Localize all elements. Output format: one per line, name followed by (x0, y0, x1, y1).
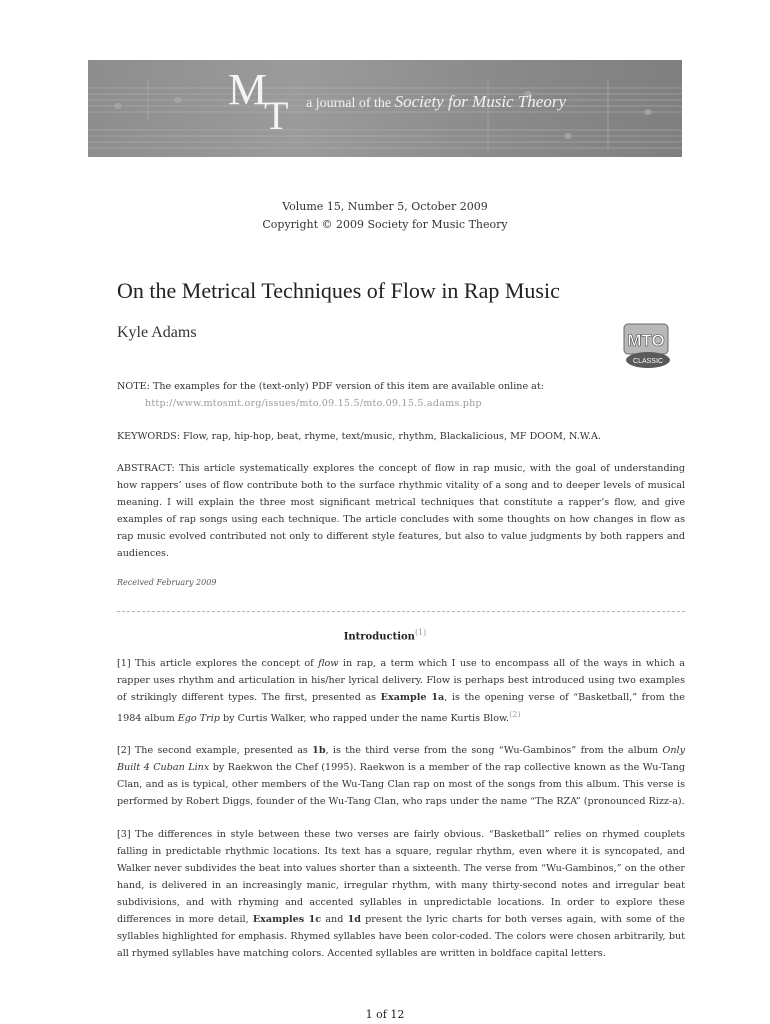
journal-society: Society for Music Theory (394, 92, 567, 111)
copyright-info: Copyright © 2009 Society for Music Theory (262, 218, 508, 231)
p2-album-title: Only Built 4 Cuban Linx (117, 745, 685, 773)
paragraph-3 (117, 826, 685, 962)
introduction-label: Introduction (343, 631, 415, 643)
example-1c-link[interactable]: Examples 1c (252, 914, 322, 925)
examples-link[interactable]: http://www.mtosmt.org/issues/mto.09.15.5/mto.09.15.5.adams.php (145, 398, 482, 409)
abstract: ABSTRACT: This article systematically explores the concept of flow in rap music, with the goal of understanding how rappers’ uses of flow contribute both to the surface rhythmic vitality of a song and to deeper levels of musical meaning. I will explain the three most significant metrical techniques that constitute a rapper’s flow, and give examples of rap songs using each technique. The article concludes with some thoughts on how changes in flow as rap music evolved contributed not only to different style features, but also to value judgments by both rappers and audiences. (117, 463, 685, 559)
journal-banner (88, 60, 682, 157)
p3-text-c: present the lyric charts for both verses again, with some of the syllables highlighted for emphasis. Rhymed syllables have been color-coded. The colors were chosen arbitrarily, but all rhymed syllables have matching colors. Accented syllables are written in boldface capital letters. (117, 914, 685, 959)
example-1d-link[interactable]: 1d (347, 914, 361, 925)
p1-text-d: by Curtis Walker, who rapped under the name Kurtis Blow. (219, 713, 510, 725)
paragraph-1 (117, 655, 685, 727)
badge-top-text: MTO (627, 331, 665, 350)
article-title: On the Metrical Techniques of Flow in Rap Music (117, 278, 560, 303)
note-text: NOTE: The examples for the (text-only) PDF version of this item are available online at: (117, 381, 544, 392)
keywords: KEYWORDS: Flow, rap, hip-hop, beat, rhyme, text/music, rhythm, Blackalicious, MF DOOM, N.W.A. (117, 431, 601, 442)
p2-text-c: by Raekwon the Chef (1995). Raekwon is a member of the rap collective known as the Wu-Tang Clan, and as is typical, other members of the Wu-Tang Clan rap on most of the songs from this album. This verse is performed by Robert Diggs, founder of the Wu-Tang Clan, who raps under the name “The RZA” (pronounced Rizz-a). (117, 762, 686, 807)
journal-tagline (306, 92, 566, 112)
footnote-link-2[interactable]: (2) (509, 710, 521, 719)
footnote-link-1[interactable]: (1) (414, 628, 427, 637)
logo-m: M (228, 65, 268, 114)
section-divider (117, 611, 685, 612)
p2-text-b: , is the third verse from the song “Wu-Gambinos” from the album (325, 745, 663, 756)
introduction-heading (0, 628, 770, 642)
example-1a-link[interactable]: Example 1a (380, 692, 445, 703)
volume-info: Volume 15, Number 5, October 2009 (282, 200, 488, 213)
badge-bottom-text: CLASSIC (633, 358, 663, 365)
example-1b-link[interactable]: 1b (312, 745, 326, 756)
p2-text-a: [2] The second example, presented as (117, 745, 313, 756)
p1-flow-term: flow (318, 658, 339, 669)
page-number: 1 of 12 (365, 1008, 405, 1021)
p1-text-c: , is the opening verse of “Basketball,” from the 1984 album (117, 692, 685, 725)
paragraph-2 (117, 742, 685, 810)
p1-album-title: Ego Trip (177, 713, 220, 725)
mto-classic-badge (622, 322, 672, 370)
mto-logo (228, 65, 298, 148)
p3-text-a: [3] The differences in style between these two verses are fairly obvious. “Basketball” relies on rhymed couplets falling in predictable rhythmic locations. Its text has a square, regular rhythm, even where it is syncopated, and Walker never subdivides the beat into values shorter than a sixteenth. The verse from “Wu-Gambinos,” on the other hand, is delivered in an increasingly manic, irregular rhythm, with many thirty-second notes and irregular beat subdivisions, and with rhyming and accented syllables in unpredictable locations. In order to explore these differences in more detail, (117, 829, 685, 925)
p3-text-b: and (321, 914, 348, 925)
journal-prefix: a journal of the (306, 96, 395, 111)
article-author: Kyle Adams (117, 324, 197, 341)
received-date: Received February 2009 (117, 578, 217, 587)
p1-text-b: in rap, a term which I use to encompass all of the ways in which a rapper uses rhythm and articulation in his/her lyrical delivery. Flow is perhaps best introduced using two examples of strikingly different types. The first, presented as (117, 658, 685, 703)
p1-text-a: [1] This article explores the concept of (117, 658, 319, 669)
logo-t: T (264, 93, 289, 138)
